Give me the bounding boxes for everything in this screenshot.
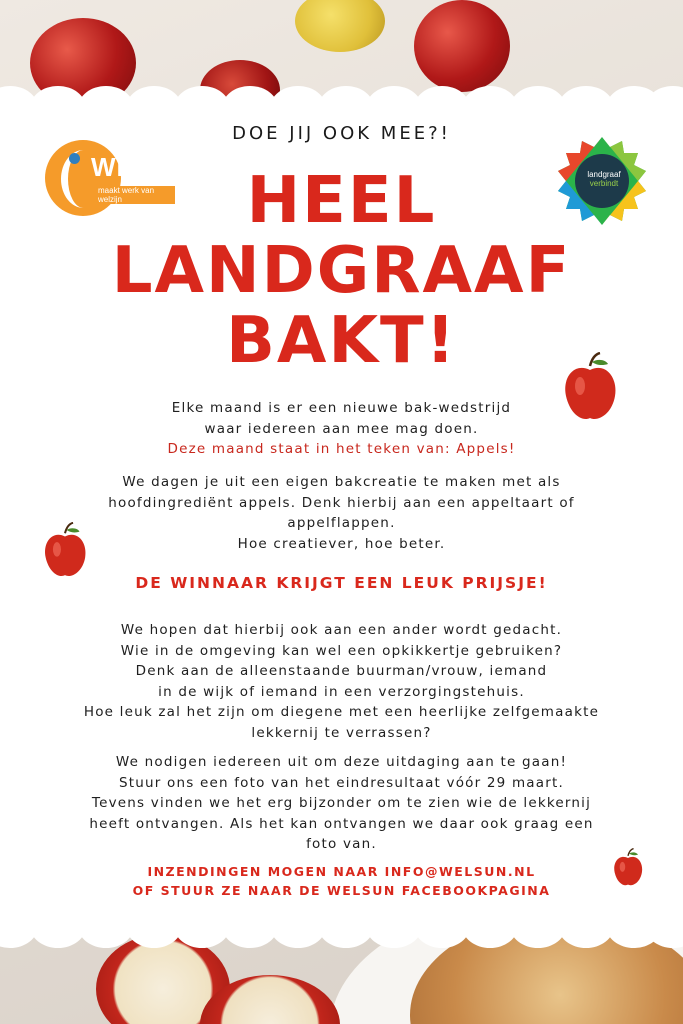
invite-line: heeft ontvangen. Als het kan ontvangen we daar ook graag een [89, 815, 594, 832]
submission-line: OF STUUR ZE NAAR DE WELSUN FACEBOOKPAGINA [132, 883, 551, 898]
challenge-paragraph [0, 472, 683, 554]
prize-heading: DE WINNAAR KRIJGT EEN LEUK PRIJSJE! [135, 574, 548, 592]
submission-info [0, 862, 683, 900]
submission-line: INZENDINGEN MOGEN NAAR INFO@WELSUN.NL [147, 864, 536, 879]
challenge-line: appelflappen. [287, 515, 396, 531]
quince-top-icon [295, 0, 385, 52]
badge-label-bottom: verbindt [589, 179, 619, 188]
scallop-bottom-edge [0, 904, 683, 944]
thoughtful-line: Hoe leuk zal het zijn om diegene met een heerlijke zelfgemaakte [83, 704, 600, 720]
invite-line: Tevens vinden we het erg bijzonder om te zien wie de lekkernij [91, 795, 592, 811]
headline-line-2: LANDGRAAF [111, 234, 572, 308]
invite-line: We nodigen iedereen uit om deze uitdaging aan te gaan! [115, 754, 568, 770]
challenge-line: Hoe creatiever, hoe beter. [237, 535, 446, 552]
welsun-logo-tagline: maakt werk van welzijn [95, 186, 175, 204]
invite-line: Stuur ons een foto van het eindresultaat vóór 29 maart. [119, 774, 564, 791]
badge-label-top: landgraaf [587, 170, 621, 179]
welsun-logo-name: WELSUN [91, 152, 210, 182]
welsun-logo-dot [69, 153, 80, 164]
headline-line-3: BAKT! [226, 304, 457, 378]
challenge-line: We dagen je uit een eigen bakcreatie te maken met als [122, 474, 561, 490]
challenge-line: hoofdingrediënt appels. Denk hierbij aan een appeltaart of [108, 494, 575, 511]
apple-top-right-icon [414, 0, 510, 92]
thoughtful-line: Wie in de omgeving kan wel een opkikkertje gebruiken? [120, 642, 563, 659]
headline-line-1: HEEL [246, 164, 437, 238]
headline [0, 166, 683, 376]
theme-line: Deze maand staat in het teken van: Appels! [167, 441, 516, 457]
thoughtful-line: We hopen dat hierbij ook aan een ander wordt gedacht. [120, 622, 563, 638]
thoughtful-line: lekkernij te verrassen? [251, 724, 432, 741]
intro-line: waar iedereen aan mee mag doen. [204, 420, 479, 437]
thoughtful-line: in de wijk of iemand in een verzorgingstehuis. [158, 683, 525, 700]
invite-line: foto van. [306, 836, 377, 852]
invite-paragraph [0, 752, 683, 855]
kicker: DOE JIJ OOK MEE?! [232, 123, 451, 144]
thoughtful-paragraph [0, 620, 683, 743]
intro-paragraph [0, 398, 683, 460]
intro-line: Elke maand is er een nieuwe bak-wedstrijd [171, 400, 512, 416]
thoughtful-line: Denk aan de alleenstaande buurman/vrouw, iemand [135, 663, 548, 679]
